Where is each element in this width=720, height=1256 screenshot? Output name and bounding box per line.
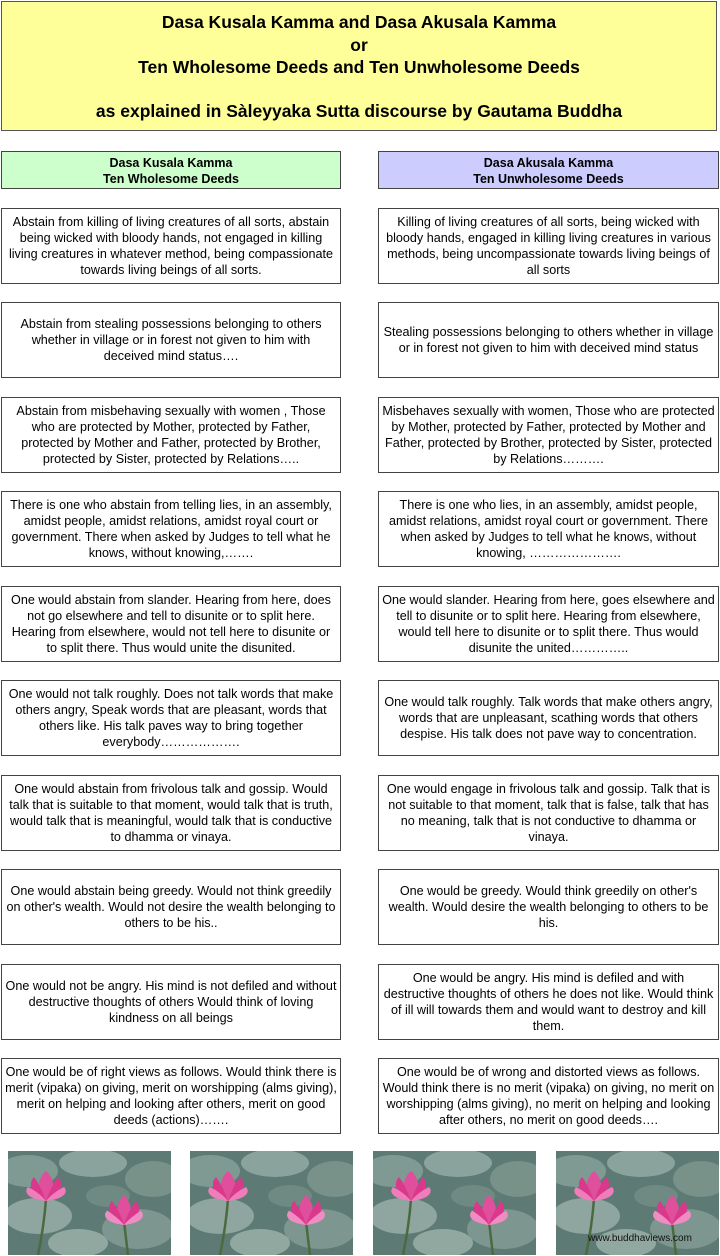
- title-line-4: as explained in Sàleyyaka Sutta discourse by Gautama Buddha: [95, 100, 623, 121]
- unwholesome-header-pali: Dasa Akusala Kamma: [483, 156, 614, 170]
- wholesome-deed-2: Abstain from stealing possessions belonging to others whether in village or in forest not given to him with deceived mind status….: [1, 302, 341, 378]
- unwholesome-deed-10: One would be of wrong and distorted views as follows. Would think there is no merit (vipaka) on giving, no merit on worshipping (alms giving), no merit on helping and looking after others, no merit on good deeds….: [378, 1058, 719, 1134]
- wholesome-deed-3: Abstain from misbehaving sexually with women , Those who are protected by Mother, protected by Father, protected by Mother and Father, protected by Brother, protected by Sister, protected by Relations…..: [1, 397, 341, 473]
- page-title-banner: [1, 1, 717, 131]
- unwholesome-deed-5: One would slander. Hearing from here, goes elsewhere and tell to disunite or to split here. Hearing from elsewhere, would tell here to disunite or to split there. Thus would disunite the united…………..: [378, 586, 719, 662]
- lotus-photo-1: [8, 1151, 171, 1255]
- wholesome-deed-1: Abstain from killing of living creatures of all sorts, abstain being wicked with bloody hands, not engaged in killing living creatures in whatever method, being compassionate towards living beings of all sorts.: [1, 208, 341, 284]
- unwholesome-deed-2: Stealing possessions belonging to others whether in village or in forest not given to him with deceived mind status: [378, 302, 719, 378]
- unwholesome-column-header: [378, 151, 719, 189]
- wholesome-deed-6: One would not talk roughly. Does not talk words that make others angry, Speak words that are pleasant, words that others like. His talk paves way to bring together everybody……………….: [1, 680, 341, 756]
- title-line-1: Dasa Kusala Kamma and Dasa Akusala Kamma: [161, 12, 557, 32]
- unwholesome-deed-7: One would engage in frivolous talk and gossip. Talk that is not suitable to that moment, talk that is false, talk that has no meaning, talk that is not conductive to dhamma or vinaya.: [378, 775, 719, 851]
- wholesome-column-header: [1, 151, 341, 189]
- wholesome-deed-5: One would abstain from slander. Hearing from here, does not go elsewhere and tell to disunite or to split here. Hearing from elsewhere, would not tell here to disunite or to split there. Thus would unite the disunited.: [1, 586, 341, 662]
- unwholesome-deed-1: Killing of living creatures of all sorts, being wicked with bloody hands, engaged in killing living creatures in various methods, being uncompassionate towards living beings of all sorts: [378, 208, 719, 284]
- unwholesome-deed-9: One would be angry. His mind is defiled and with destructive thoughts of others he does not like. Would think of ill will towards them and would want to destroy and kill them.: [378, 964, 719, 1040]
- lotus-photo-2: [190, 1151, 353, 1255]
- wholesome-deed-10: One would be of right views as follows. Would think there is merit (vipaka) on giving, merit on worshipping (alms giving), merit on helping and looking after others, merit on good deeds (actions)…….: [1, 1058, 341, 1134]
- unwholesome-deed-3: Misbehaves sexually with women, Those who are protected by Mother, protected by Father, protected by Mother and Father, protected by Brother, protected by Sister, protected by Relations……….: [378, 397, 719, 473]
- wholesome-deed-9: One would not be angry. His mind is not defiled and without destructive thoughts of others Would think of loving kindness on all beings: [1, 964, 341, 1040]
- unwholesome-deed-6: One would talk roughly. Talk words that make others angry, words that are unpleasant, scathing words that others despise. His talk does not pave way to concentration.: [378, 680, 719, 756]
- title-line-3: Ten Wholesome Deeds and Ten Unwholesome Deeds: [138, 57, 580, 77]
- website-credit: www.buddhaviews.com: [588, 1233, 692, 1244]
- unwholesome-deed-8: One would be greedy. Would think greedily on other's wealth. Would desire the wealth belonging to others to be his.: [378, 869, 719, 945]
- wholesome-deed-7: One would abstain from frivolous talk and gossip. Would talk that is suitable to that moment, would talk that is truth, would talk that is meaningful, would talk that is conductive to dhamma or vinaya.: [1, 775, 341, 851]
- title-line-2: or: [350, 34, 368, 55]
- unwholesome-deed-4: There is one who lies, in an assembly, amidst people, amidst relations, amidst royal court or government. There when asked by Judges to tell what he knows, without knowing, ………………….: [378, 491, 719, 567]
- wholesome-deed-8: One would abstain being greedy. Would not think greedily on other's wealth. Would not desire the wealth belonging to others to be his..: [1, 869, 341, 945]
- lotus-photo-3: [373, 1151, 536, 1255]
- unwholesome-header-english: Ten Unwholesome Deeds: [473, 172, 624, 186]
- wholesome-header-english: Ten Wholesome Deeds: [103, 172, 239, 186]
- wholesome-deed-4: There is one who abstain from telling lies, in an assembly, amidst people, amidst relations, amidst royal court or government. There when asked by Judges to tell what he knows, without knowing,…….: [1, 491, 341, 567]
- wholesome-header-pali: Dasa Kusala Kamma: [109, 156, 233, 170]
